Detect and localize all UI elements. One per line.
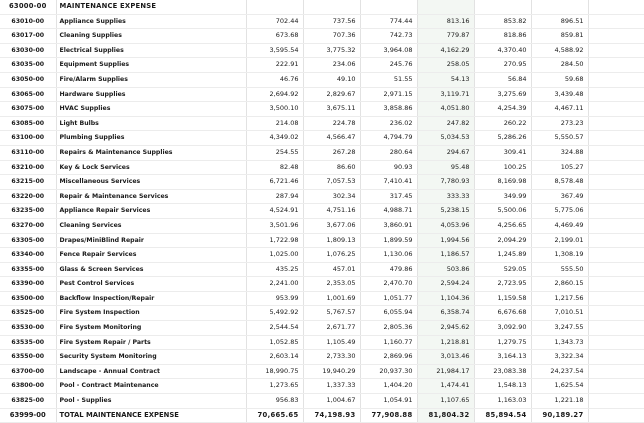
amount-cell-year-3[interactable]: 1,054.91 (360, 394, 417, 409)
amount-cell-year-2[interactable]: 4,566.47 (303, 131, 360, 146)
amount-cell-year-2[interactable]: 224.78 (303, 116, 360, 131)
amount-cell-year-4[interactable]: 1,218.81 (417, 335, 474, 350)
section-header-row (0, 0, 644, 14)
empty-cell[interactable] (588, 262, 644, 277)
empty-cell[interactable] (588, 72, 644, 87)
table-row (0, 248, 644, 263)
amount-cell-year-2[interactable]: 2,353.05 (303, 277, 360, 292)
amount-cell-year-6[interactable]: 859.81 (531, 29, 588, 44)
empty-cell[interactable] (588, 102, 644, 117)
amount-cell-year-6[interactable]: 5,775.06 (531, 204, 588, 219)
amount-cell-year-3[interactable]: 2,971.15 (360, 87, 417, 102)
account-code-cell[interactable]: 63340-00 (0, 248, 56, 263)
amount-cell-year-2[interactable]: 4,751.16 (303, 204, 360, 219)
amount-cell-year-3[interactable]: 245.76 (360, 58, 417, 73)
amount-cell-year-4[interactable]: 3,119.71 (417, 87, 474, 102)
account-description-cell[interactable]: Plumbing Supplies (56, 131, 246, 146)
account-code-cell[interactable]: 63110-00 (0, 145, 56, 160)
empty-cell[interactable] (588, 58, 644, 73)
amount-cell-year-2[interactable]: 1,076.25 (303, 248, 360, 263)
table-row (0, 262, 644, 277)
amount-cell-year-6[interactable]: 1,308.19 (531, 248, 588, 263)
amount-cell-year-1[interactable]: 222.91 (246, 58, 303, 73)
amount-cell-year-6[interactable]: 284.50 (531, 58, 588, 73)
account-code-cell[interactable]: 63500-00 (0, 291, 56, 306)
amount-cell-year-4[interactable]: 503.86 (417, 262, 474, 277)
amount-cell-year-1[interactable]: 254.55 (246, 145, 303, 160)
account-code-cell[interactable]: 63220-00 (0, 189, 56, 204)
amount-cell-year-4[interactable]: 21,984.17 (417, 364, 474, 379)
account-code-cell[interactable]: 63017-00 (0, 29, 56, 44)
amount-cell-year-5[interactable]: 1,245.89 (474, 248, 531, 263)
table-row (0, 160, 644, 175)
account-code-cell[interactable]: 63825-00 (0, 394, 56, 409)
amount-cell-year-6[interactable]: 59.68 (531, 72, 588, 87)
empty-cell[interactable] (588, 233, 644, 248)
account-description-cell[interactable]: Fence Repair Services (56, 248, 246, 263)
account-code-cell[interactable]: 63065-00 (0, 87, 56, 102)
amount-cell-year-2[interactable]: 2,733.30 (303, 350, 360, 365)
table-row (0, 14, 644, 29)
amount-cell-year-3[interactable]: 20,937.30 (360, 364, 417, 379)
table-row (0, 29, 644, 44)
account-description-cell[interactable]: Equipment Supplies (56, 58, 246, 73)
account-description-cell[interactable]: Pool - Supplies (56, 394, 246, 409)
amount-cell-year-6[interactable]: 1,217.56 (531, 291, 588, 306)
empty-cell[interactable] (588, 335, 644, 350)
account-description-cell[interactable]: Fire/Alarm Supplies (56, 72, 246, 87)
empty-cell[interactable] (474, 0, 531, 14)
amount-cell-year-5[interactable]: 1,548.13 (474, 379, 531, 394)
amount-cell-year-1[interactable]: 4,349.02 (246, 131, 303, 146)
empty-cell[interactable] (417, 0, 474, 14)
empty-cell[interactable] (588, 145, 644, 160)
table-row (0, 204, 644, 219)
account-description-cell[interactable]: Electrical Supplies (56, 43, 246, 58)
amount-cell-year-2[interactable]: 1,001.69 (303, 291, 360, 306)
account-code-cell[interactable]: 63010-00 (0, 14, 56, 29)
amount-cell-year-2[interactable]: 3,675.11 (303, 102, 360, 117)
amount-cell-year-2[interactable]: 19,940.29 (303, 364, 360, 379)
amount-cell-year-3[interactable]: 742.73 (360, 29, 417, 44)
amount-cell-year-6[interactable]: 8,578.48 (531, 175, 588, 190)
amount-cell-year-3[interactable]: 1,051.77 (360, 291, 417, 306)
amount-cell-year-1[interactable]: 2,694.92 (246, 87, 303, 102)
amount-cell-year-4[interactable]: 813.16 (417, 14, 474, 29)
amount-cell-year-5[interactable]: 1,163.03 (474, 394, 531, 409)
amount-cell-year-1[interactable]: 673.68 (246, 29, 303, 44)
account-code-cell[interactable]: 63210-00 (0, 160, 56, 175)
empty-cell[interactable] (588, 29, 644, 44)
account-description-cell[interactable]: HVAC Supplies (56, 102, 246, 117)
account-code-cell[interactable]: 63390-00 (0, 277, 56, 292)
amount-cell-year-6[interactable]: 4,469.49 (531, 218, 588, 233)
table-row (0, 43, 644, 58)
amount-cell-year-1[interactable]: 3,595.54 (246, 43, 303, 58)
table-row (0, 131, 644, 146)
account-description-cell[interactable]: Landscape - Annual Contract (56, 364, 246, 379)
amount-cell-year-5[interactable]: 349.99 (474, 189, 531, 204)
empty-cell[interactable] (531, 0, 588, 14)
amount-cell-year-3[interactable]: 7,410.41 (360, 175, 417, 190)
amount-cell-year-3[interactable]: 774.44 (360, 14, 417, 29)
account-description-cell[interactable]: Cleaning Services (56, 218, 246, 233)
amount-cell-year-3[interactable]: 236.02 (360, 116, 417, 131)
amount-cell-year-4[interactable]: 5,034.53 (417, 131, 474, 146)
table-row (0, 335, 644, 350)
amount-cell-year-1[interactable]: 953.99 (246, 291, 303, 306)
amount-cell-year-4[interactable]: 1,104.36 (417, 291, 474, 306)
amount-cell-year-4[interactable]: 6,358.74 (417, 306, 474, 321)
amount-cell-year-5[interactable]: 5,500.06 (474, 204, 531, 219)
empty-cell[interactable] (588, 116, 644, 131)
account-description-cell[interactable]: TOTAL MAINTENANCE EXPENSE (56, 408, 246, 423)
account-description-cell[interactable]: Repairs & Maintenance Supplies (56, 145, 246, 160)
empty-cell[interactable] (588, 189, 644, 204)
amount-cell-year-1[interactable]: 70,665.65 (246, 408, 303, 423)
amount-cell-year-6[interactable]: 24,237.54 (531, 364, 588, 379)
table-row (0, 350, 644, 365)
table-row (0, 116, 644, 131)
amount-cell-year-4[interactable]: 54.13 (417, 72, 474, 87)
account-code-cell[interactable]: 63235-00 (0, 204, 56, 219)
amount-cell-year-4[interactable]: 4,162.29 (417, 43, 474, 58)
account-code-cell[interactable]: 63035-00 (0, 58, 56, 73)
amount-cell-year-6[interactable]: 105.27 (531, 160, 588, 175)
account-description-cell[interactable]: Miscellaneous Services (56, 175, 246, 190)
amount-cell-year-5[interactable]: 270.95 (474, 58, 531, 73)
amount-cell-year-5[interactable]: 529.05 (474, 262, 531, 277)
account-code-cell[interactable]: 63535-00 (0, 335, 56, 350)
table-row (0, 321, 644, 336)
amount-cell-year-1[interactable]: 702.44 (246, 14, 303, 29)
amount-cell-year-2[interactable]: 2,671.77 (303, 321, 360, 336)
amount-cell-year-6[interactable]: 324.88 (531, 145, 588, 160)
account-code-cell[interactable]: 63100-00 (0, 131, 56, 146)
amount-cell-year-1[interactable]: 4,524.91 (246, 204, 303, 219)
amount-cell-year-5[interactable]: 1,159.58 (474, 291, 531, 306)
account-code-cell[interactable]: 63999-00 (0, 408, 56, 423)
table-row (0, 175, 644, 190)
empty-cell[interactable] (588, 379, 644, 394)
amount-cell-year-5[interactable]: 1,279.75 (474, 335, 531, 350)
amount-cell-year-5[interactable]: 309.41 (474, 145, 531, 160)
empty-cell[interactable] (588, 364, 644, 379)
amount-cell-year-4[interactable]: 294.67 (417, 145, 474, 160)
amount-cell-year-4[interactable]: 4,053.96 (417, 218, 474, 233)
amount-cell-year-6[interactable]: 1,625.54 (531, 379, 588, 394)
amount-cell-year-6[interactable]: 1,221.18 (531, 394, 588, 409)
empty-cell[interactable] (588, 175, 644, 190)
amount-cell-year-2[interactable]: 74,198.93 (303, 408, 360, 423)
table-row (0, 87, 644, 102)
amount-cell-year-3[interactable]: 4,988.71 (360, 204, 417, 219)
empty-cell[interactable] (246, 0, 303, 14)
amount-cell-year-1[interactable]: 3,500.10 (246, 102, 303, 117)
amount-cell-year-2[interactable]: 2,829.67 (303, 87, 360, 102)
amount-cell-year-6[interactable]: 555.50 (531, 262, 588, 277)
amount-cell-year-2[interactable]: 1,004.67 (303, 394, 360, 409)
amount-cell-year-4[interactable]: 81,804.32 (417, 408, 474, 423)
amount-cell-year-2[interactable]: 234.06 (303, 58, 360, 73)
amount-cell-year-4[interactable]: 1,474.41 (417, 379, 474, 394)
amount-cell-year-5[interactable]: 8,169.98 (474, 175, 531, 190)
empty-cell[interactable] (588, 14, 644, 29)
amount-cell-year-5[interactable]: 5,286.26 (474, 131, 531, 146)
amount-cell-year-2[interactable]: 302.34 (303, 189, 360, 204)
amount-cell-year-6[interactable]: 4,588.92 (531, 43, 588, 58)
account-description-cell[interactable]: Appliance Repair Services (56, 204, 246, 219)
amount-cell-year-2[interactable]: 7,057.53 (303, 175, 360, 190)
table-row (0, 233, 644, 248)
account-code-cell[interactable]: 63270-00 (0, 218, 56, 233)
amount-cell-year-1[interactable]: 18,990.75 (246, 364, 303, 379)
amount-cell-year-6[interactable]: 4,467.11 (531, 102, 588, 117)
amount-cell-year-1[interactable]: 1,722.98 (246, 233, 303, 248)
empty-cell[interactable] (588, 277, 644, 292)
amount-cell-year-2[interactable]: 457.01 (303, 262, 360, 277)
amount-cell-year-2[interactable]: 3,775.32 (303, 43, 360, 58)
empty-cell[interactable] (588, 131, 644, 146)
amount-cell-year-3[interactable]: 280.64 (360, 145, 417, 160)
amount-cell-year-6[interactable]: 3,322.34 (531, 350, 588, 365)
empty-cell[interactable] (588, 291, 644, 306)
table-row (0, 189, 644, 204)
amount-cell-year-2[interactable]: 3,677.06 (303, 218, 360, 233)
empty-cell[interactable] (588, 408, 644, 423)
amount-cell-year-4[interactable]: 95.48 (417, 160, 474, 175)
table-row (0, 58, 644, 73)
amount-cell-year-2[interactable]: 1,337.33 (303, 379, 360, 394)
empty-cell[interactable] (303, 0, 360, 14)
amount-cell-year-2[interactable]: 1,105.49 (303, 335, 360, 350)
amount-cell-year-1[interactable]: 6,721.46 (246, 175, 303, 190)
table-row (0, 306, 644, 321)
empty-cell[interactable] (588, 321, 644, 336)
account-code-cell[interactable]: 63525-00 (0, 306, 56, 321)
amount-cell-year-1[interactable]: 2,544.54 (246, 321, 303, 336)
amount-cell-year-5[interactable]: 4,370.40 (474, 43, 531, 58)
account-code-cell[interactable]: 63085-00 (0, 116, 56, 131)
amount-cell-year-1[interactable]: 956.83 (246, 394, 303, 409)
amount-cell-year-5[interactable]: 818.86 (474, 29, 531, 44)
amount-cell-year-3[interactable]: 1,899.59 (360, 233, 417, 248)
amount-cell-year-2[interactable]: 49.10 (303, 72, 360, 87)
amount-cell-year-6[interactable]: 896.51 (531, 14, 588, 29)
amount-cell-year-6[interactable]: 367.49 (531, 189, 588, 204)
account-description-cell[interactable]: Repair & Maintenance Services (56, 189, 246, 204)
account-description-cell[interactable]: Cleaning Supplies (56, 29, 246, 44)
amount-cell-year-5[interactable]: 3,275.69 (474, 87, 531, 102)
amount-cell-year-1[interactable]: 2,603.14 (246, 350, 303, 365)
amount-cell-year-5[interactable]: 56.84 (474, 72, 531, 87)
account-description-cell[interactable]: Backflow Inspection/Repair (56, 291, 246, 306)
amount-cell-year-4[interactable]: 7,780.93 (417, 175, 474, 190)
empty-cell[interactable] (588, 0, 644, 14)
amount-cell-year-3[interactable]: 3,858.86 (360, 102, 417, 117)
account-description-cell[interactable]: Drapes/MiniBlind Repair (56, 233, 246, 248)
amount-cell-year-6[interactable]: 3,439.48 (531, 87, 588, 102)
section-title-cell[interactable]: MAINTENANCE EXPENSE (56, 0, 246, 14)
amount-cell-year-5[interactable]: 23,083.38 (474, 364, 531, 379)
amount-cell-year-1[interactable]: 1,052.85 (246, 335, 303, 350)
account-code-cell[interactable]: 63800-00 (0, 379, 56, 394)
amount-cell-year-3[interactable]: 1,404.20 (360, 379, 417, 394)
amount-cell-year-1[interactable]: 435.25 (246, 262, 303, 277)
table-row (0, 291, 644, 306)
table-row (0, 394, 644, 409)
amount-cell-year-3[interactable]: 6,055.94 (360, 306, 417, 321)
account-code-cell[interactable]: 63355-00 (0, 262, 56, 277)
empty-cell[interactable] (588, 87, 644, 102)
table-row (0, 364, 644, 379)
amount-cell-year-4[interactable]: 258.05 (417, 58, 474, 73)
amount-cell-year-2[interactable]: 86.60 (303, 160, 360, 175)
account-code-cell[interactable]: 63530-00 (0, 321, 56, 336)
section-code-cell[interactable]: 63000-00 (0, 0, 56, 14)
amount-cell-year-5[interactable]: 260.22 (474, 116, 531, 131)
amount-cell-year-1[interactable]: 82.48 (246, 160, 303, 175)
amount-cell-year-1[interactable]: 1,025.00 (246, 248, 303, 263)
account-code-cell[interactable]: 63550-00 (0, 350, 56, 365)
account-code-cell[interactable]: 63215-00 (0, 175, 56, 190)
amount-cell-year-5[interactable]: 100.25 (474, 160, 531, 175)
amount-cell-year-1[interactable]: 2,241.00 (246, 277, 303, 292)
amount-cell-year-5[interactable]: 4,256.65 (474, 218, 531, 233)
account-description-cell[interactable]: Glass & Screen Services (56, 262, 246, 277)
amount-cell-year-2[interactable]: 737.56 (303, 14, 360, 29)
amount-cell-year-3[interactable]: 51.55 (360, 72, 417, 87)
amount-cell-year-2[interactable]: 5,767.57 (303, 306, 360, 321)
amount-cell-year-6[interactable]: 2,199.01 (531, 233, 588, 248)
account-code-cell[interactable]: 63305-00 (0, 233, 56, 248)
table-row (0, 102, 644, 117)
table-row (0, 145, 644, 160)
empty-cell[interactable] (360, 0, 417, 14)
amount-cell-year-3[interactable]: 479.86 (360, 262, 417, 277)
account-description-cell[interactable]: Key & Lock Services (56, 160, 246, 175)
empty-cell[interactable] (588, 306, 644, 321)
table-row (0, 277, 644, 292)
account-description-cell[interactable]: Pest Control Services (56, 277, 246, 292)
amount-cell-year-2[interactable]: 707.36 (303, 29, 360, 44)
amount-cell-year-5[interactable]: 853.82 (474, 14, 531, 29)
account-description-cell[interactable]: Fire System Repair / Parts (56, 335, 246, 350)
amount-cell-year-4[interactable]: 4,051.80 (417, 102, 474, 117)
empty-cell[interactable] (588, 350, 644, 365)
amount-cell-year-3[interactable]: 1,160.77 (360, 335, 417, 350)
amount-cell-year-4[interactable]: 3,013.46 (417, 350, 474, 365)
amount-cell-year-4[interactable]: 333.33 (417, 189, 474, 204)
amount-cell-year-6[interactable]: 5,550.57 (531, 131, 588, 146)
amount-cell-year-3[interactable]: 3,964.08 (360, 43, 417, 58)
amount-cell-year-1[interactable]: 46.76 (246, 72, 303, 87)
amount-cell-year-6[interactable]: 1,343.73 (531, 335, 588, 350)
amount-cell-year-3[interactable]: 3,860.91 (360, 218, 417, 233)
table-row (0, 72, 644, 87)
amount-cell-year-3[interactable]: 2,470.70 (360, 277, 417, 292)
account-description-cell[interactable]: Light Bulbs (56, 116, 246, 131)
account-description-cell[interactable]: Hardware Supplies (56, 87, 246, 102)
empty-cell[interactable] (588, 394, 644, 409)
account-description-cell[interactable]: Fire System Monitoring (56, 321, 246, 336)
amount-cell-year-2[interactable]: 267.28 (303, 145, 360, 160)
account-description-cell[interactable]: Fire System Inspection (56, 306, 246, 321)
amount-cell-year-3[interactable]: 77,908.88 (360, 408, 417, 423)
amount-cell-year-4[interactable]: 1,186.57 (417, 248, 474, 263)
amount-cell-year-3[interactable]: 1,130.06 (360, 248, 417, 263)
amount-cell-year-3[interactable]: 2,805.36 (360, 321, 417, 336)
table-row (0, 218, 644, 233)
amount-cell-year-1[interactable]: 1,273.65 (246, 379, 303, 394)
amount-cell-year-4[interactable]: 1,994.56 (417, 233, 474, 248)
amount-cell-year-6[interactable]: 273.23 (531, 116, 588, 131)
amount-cell-year-6[interactable]: 90,189.27 (531, 408, 588, 423)
amount-cell-year-3[interactable]: 2,869.96 (360, 350, 417, 365)
amount-cell-year-6[interactable]: 7,010.51 (531, 306, 588, 321)
amount-cell-year-4[interactable]: 1,107.65 (417, 394, 474, 409)
account-code-cell[interactable]: 63030-00 (0, 43, 56, 58)
amount-cell-year-3[interactable]: 90.93 (360, 160, 417, 175)
amount-cell-year-1[interactable]: 3,501.96 (246, 218, 303, 233)
amount-cell-year-4[interactable]: 2,594.24 (417, 277, 474, 292)
amount-cell-year-4[interactable]: 247.82 (417, 116, 474, 131)
account-description-cell[interactable]: Pool - Contract Maintenance (56, 379, 246, 394)
amount-cell-year-4[interactable]: 5,238.15 (417, 204, 474, 219)
amount-cell-year-2[interactable]: 1,809.13 (303, 233, 360, 248)
amount-cell-year-1[interactable]: 214.08 (246, 116, 303, 131)
account-description-cell[interactable]: Security System Monitoring (56, 350, 246, 365)
account-description-cell[interactable]: Appliance Supplies (56, 14, 246, 29)
amount-cell-year-1[interactable]: 5,492.92 (246, 306, 303, 321)
amount-cell-year-5[interactable]: 85,894.54 (474, 408, 531, 423)
amount-cell-year-6[interactable]: 2,860.15 (531, 277, 588, 292)
amount-cell-year-5[interactable]: 3,092.90 (474, 321, 531, 336)
table-row (0, 379, 644, 394)
amount-cell-year-3[interactable]: 317.45 (360, 189, 417, 204)
account-code-cell[interactable]: 63050-00 (0, 72, 56, 87)
empty-cell[interactable] (588, 204, 644, 219)
empty-cell[interactable] (588, 218, 644, 233)
amount-cell-year-4[interactable]: 2,945.62 (417, 321, 474, 336)
amount-cell-year-6[interactable]: 3,247.55 (531, 321, 588, 336)
account-code-cell[interactable]: 63700-00 (0, 364, 56, 379)
amount-cell-year-5[interactable]: 2,723.95 (474, 277, 531, 292)
amount-cell-year-5[interactable]: 6,676.68 (474, 306, 531, 321)
total-row (0, 408, 644, 423)
empty-cell[interactable] (588, 248, 644, 263)
amount-cell-year-3[interactable]: 4,794.79 (360, 131, 417, 146)
amount-cell-year-5[interactable]: 2,094.29 (474, 233, 531, 248)
amount-cell-year-1[interactable]: 287.94 (246, 189, 303, 204)
amount-cell-year-5[interactable]: 3,164.13 (474, 350, 531, 365)
empty-cell[interactable] (588, 160, 644, 175)
account-code-cell[interactable]: 63075-00 (0, 102, 56, 117)
empty-cell[interactable] (588, 43, 644, 58)
amount-cell-year-5[interactable]: 4,254.39 (474, 102, 531, 117)
amount-cell-year-4[interactable]: 779.87 (417, 29, 474, 44)
